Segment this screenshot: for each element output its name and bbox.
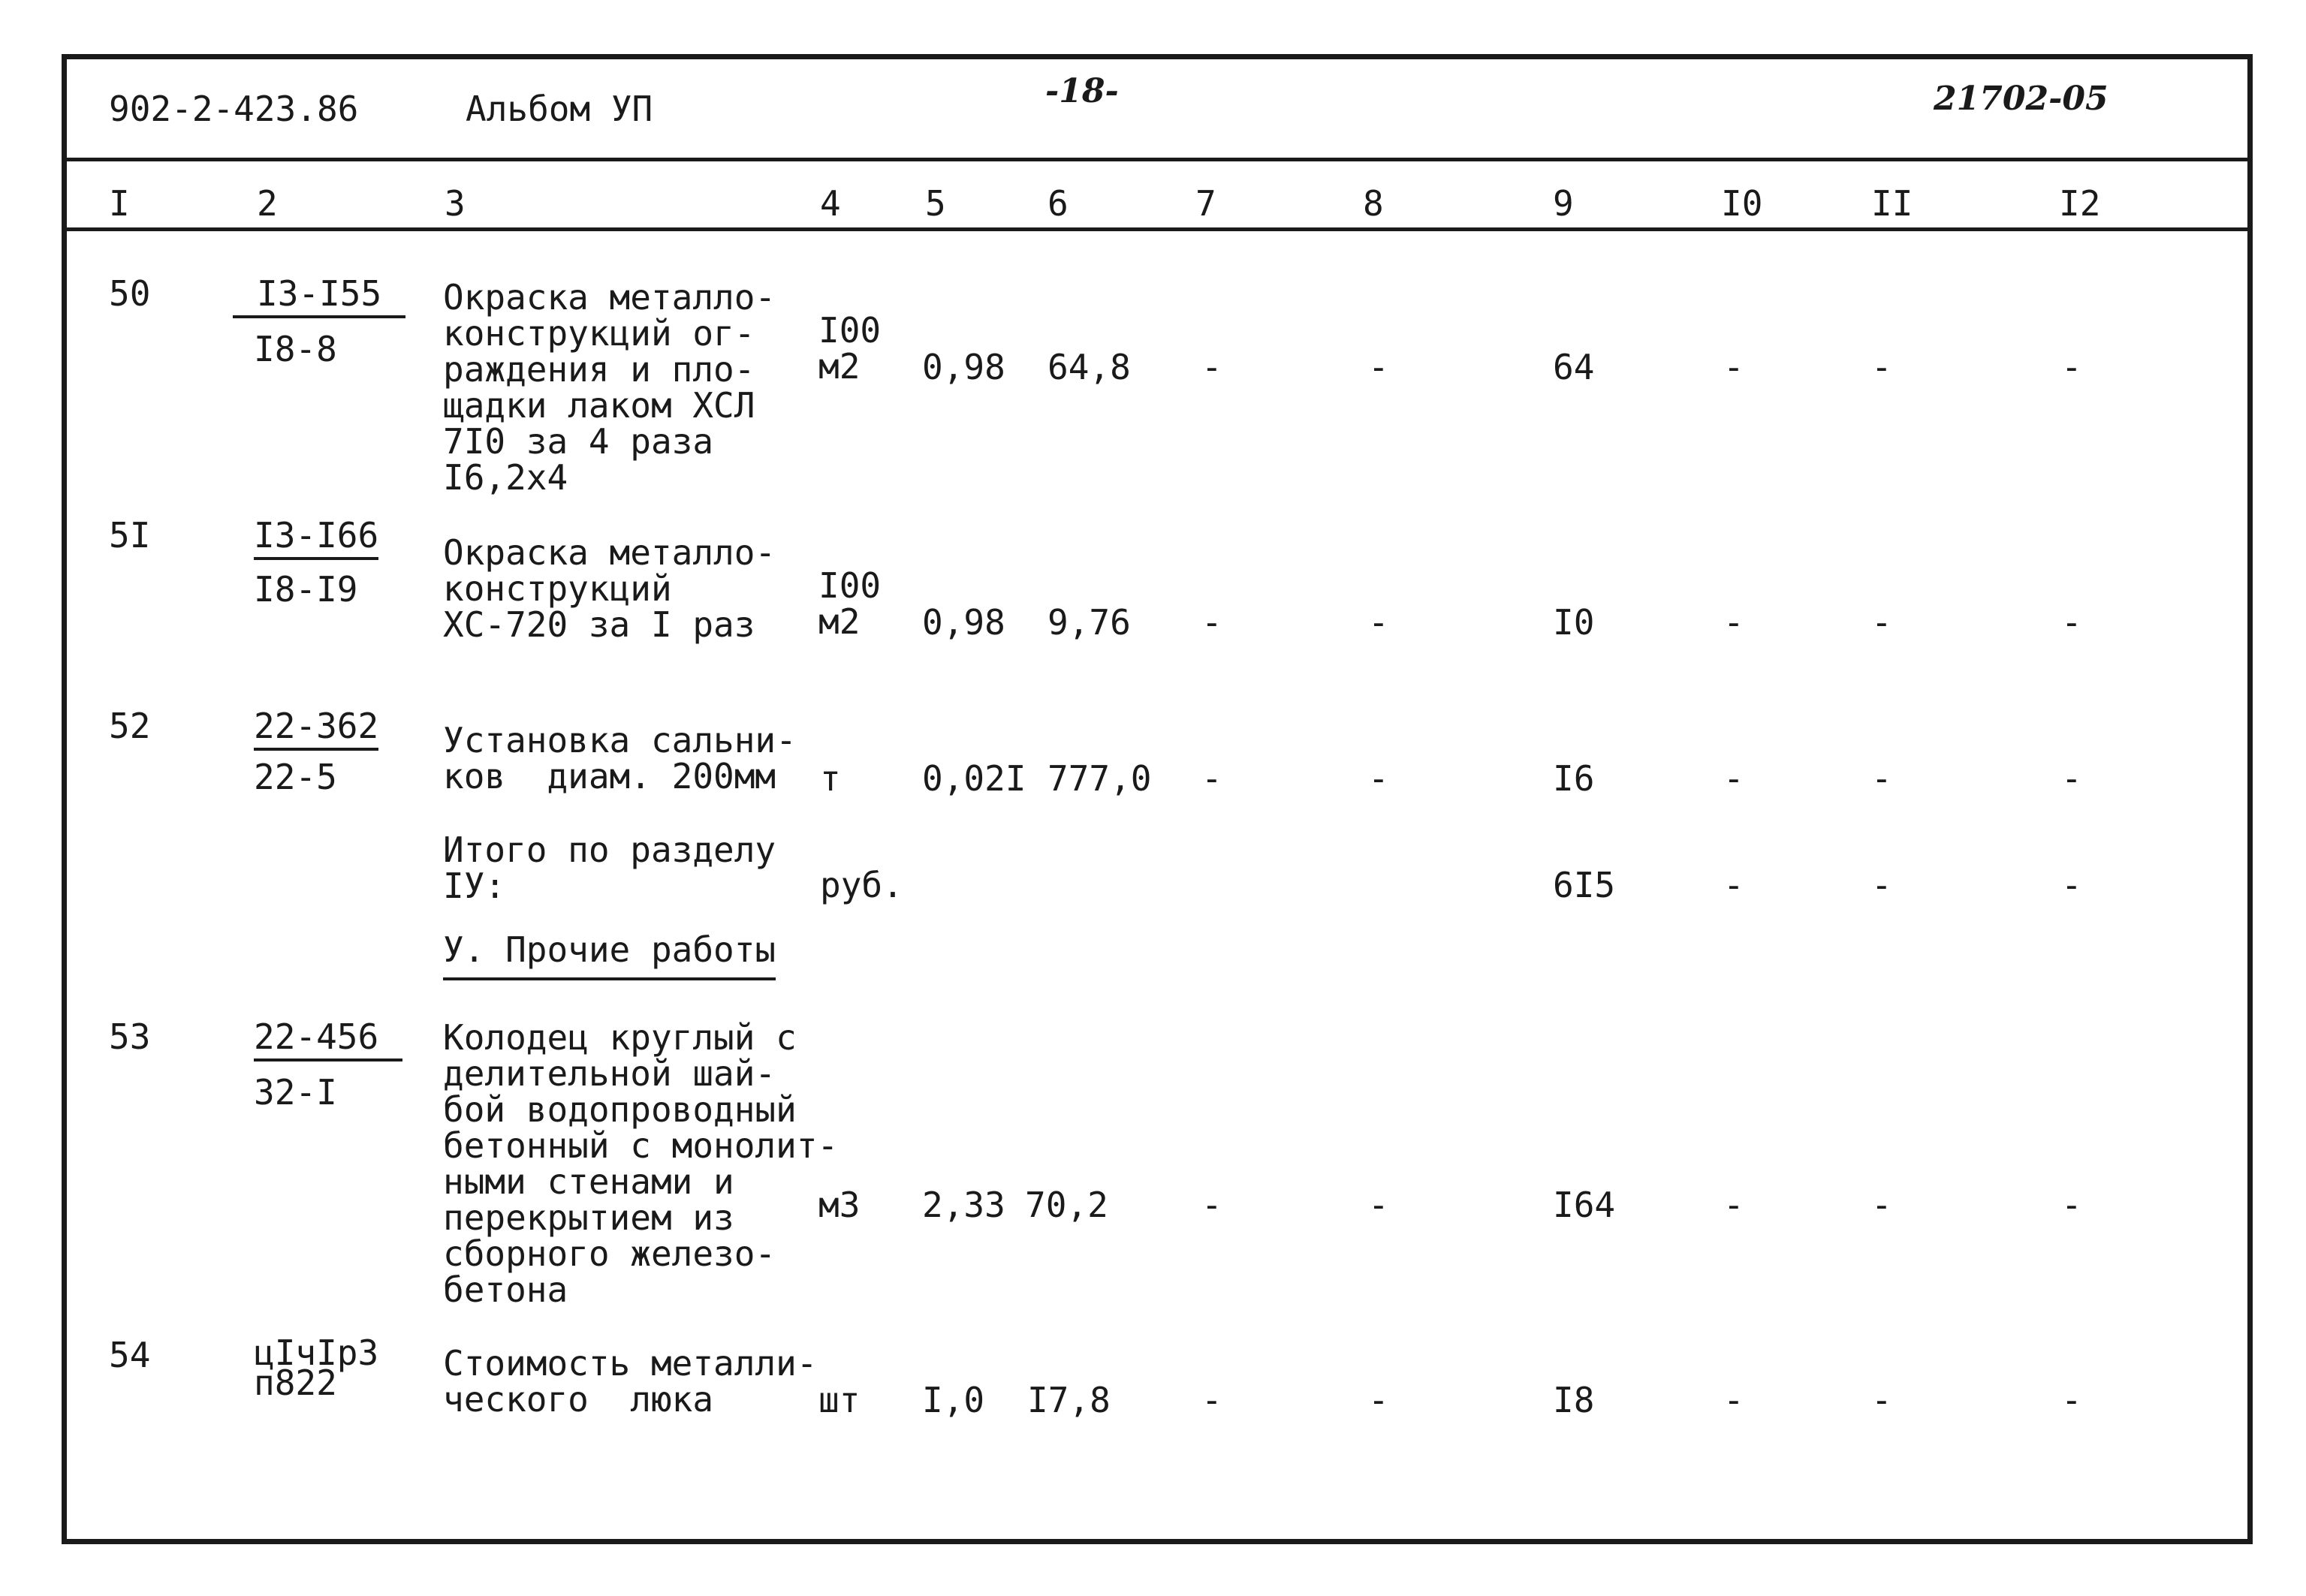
col-header-1: I [109,183,130,224]
subtotal-label: Итого по разделу IУ: [443,830,776,906]
row-number: 54 [109,1335,151,1375]
col-12: - [2061,1185,2082,1225]
subtotal-col-11: - [1871,865,1892,905]
col-header-9: 9 [1553,183,1574,224]
subtotal-col-12: - [2061,865,2082,905]
unit-price: 70,2 [1025,1185,1108,1225]
col-11: - [1871,1380,1892,1420]
col-11: - [1871,758,1892,799]
unit: I00 м2 [818,310,882,387]
unit: шт [818,1380,861,1420]
code-top: I3-I55 [233,276,405,318]
col-10: - [1723,602,1744,643]
quantity: 0,98 [922,602,1005,643]
quantity: 0,98 [922,347,1005,387]
col-7: - [1201,1380,1222,1420]
unit-price: 64,8 [1047,347,1131,387]
col-8: - [1368,758,1389,799]
quantity: 0,02I [922,758,1026,799]
code-bottom: I8-8 [254,329,337,369]
header-rule [66,158,2247,161]
code-bottom: 22-5 [254,757,337,797]
subtotal-col-10: - [1723,865,1744,905]
col-header-2: 2 [257,183,278,224]
page-number: -18- [1045,72,1119,110]
col-10: - [1723,1380,1744,1420]
col-7: - [1201,347,1222,387]
col-header-12: I2 [2059,183,2101,224]
code-bottom: I8-I9 [254,569,358,610]
col-header-8: 8 [1363,183,1384,224]
code-top: цIчIр3 п822 [254,1333,379,1403]
col-9: 64 [1553,347,1595,387]
col-7: - [1201,758,1222,799]
album-label: Альбом УП [466,89,653,129]
col-11: - [1871,1185,1892,1225]
col-header-6: 6 [1047,183,1069,224]
col-10: - [1723,347,1744,387]
work-description: Окраска металло- конструкций ог- раждения и пло- щадки лаком ХСЛ 7I0 за 4 раза I6,2х4 [443,277,776,498]
section-title: У. Прочие работы [443,932,776,980]
quantity: 2,33 [922,1185,1005,1225]
col-7: - [1201,1185,1222,1225]
code-top: 22-456 [254,1019,402,1061]
col-header-10: I0 [1721,183,1763,224]
col-header-5: 5 [925,183,946,224]
col-12: - [2061,1380,2082,1420]
col-9: I64 [1553,1185,1616,1225]
col-8: - [1368,602,1389,643]
work-description: Стоимость металли- ческого люка [443,1343,818,1420]
row-number: 50 [109,273,151,314]
subtotal-col-9: 6I5 [1553,865,1616,905]
col-9: I6 [1553,758,1595,799]
unit-price: 9,76 [1047,602,1131,643]
col-10: - [1723,1185,1744,1225]
doc-code: 21702-05 [1934,80,2109,118]
unit-price: 777,0 [1047,758,1152,799]
code-bottom: 32-I [254,1072,337,1113]
col-11: - [1871,602,1892,643]
col-12: - [2061,602,2082,643]
col-header-11: II [1871,183,1913,224]
unit-price: I7,8 [1027,1380,1111,1420]
col-header-4: 4 [820,183,841,224]
col-header-7: 7 [1195,183,1216,224]
code-top: I3-I66 [254,518,378,560]
col-8: - [1368,347,1389,387]
subtotal-unit: руб. [820,865,903,905]
work-description: Колодец круглый с делительной шай- бой водопроводный бетонный с монолит- ными стенами и перекрытием из сборного железо- бетона [443,1017,839,1310]
unit: т [820,758,841,799]
code-top: 22-362 [254,709,378,751]
col-header-3: 3 [445,183,466,224]
col-7: - [1201,602,1222,643]
unit: I00 м2 [818,565,882,642]
col-9: I8 [1553,1380,1595,1420]
work-description: Установка сальни- ков диам. 200мм [443,720,797,796]
col-11: - [1871,347,1892,387]
col-12: - [2061,347,2082,387]
row-number: 5I [109,515,151,556]
row-number: 52 [109,706,151,746]
doc-number: 902-2-423.86 [109,89,359,129]
row-number: 53 [109,1016,151,1057]
unit: м3 [818,1185,861,1225]
quantity: I,0 [922,1380,985,1420]
col-12: - [2061,758,2082,799]
col-10: - [1723,758,1744,799]
column-header-rule [66,227,2247,231]
col-8: - [1368,1380,1389,1420]
col-8: - [1368,1185,1389,1225]
col-9: I0 [1553,602,1595,643]
work-description: Окраска металло- конструкций ХС-720 за I раз [443,532,776,645]
